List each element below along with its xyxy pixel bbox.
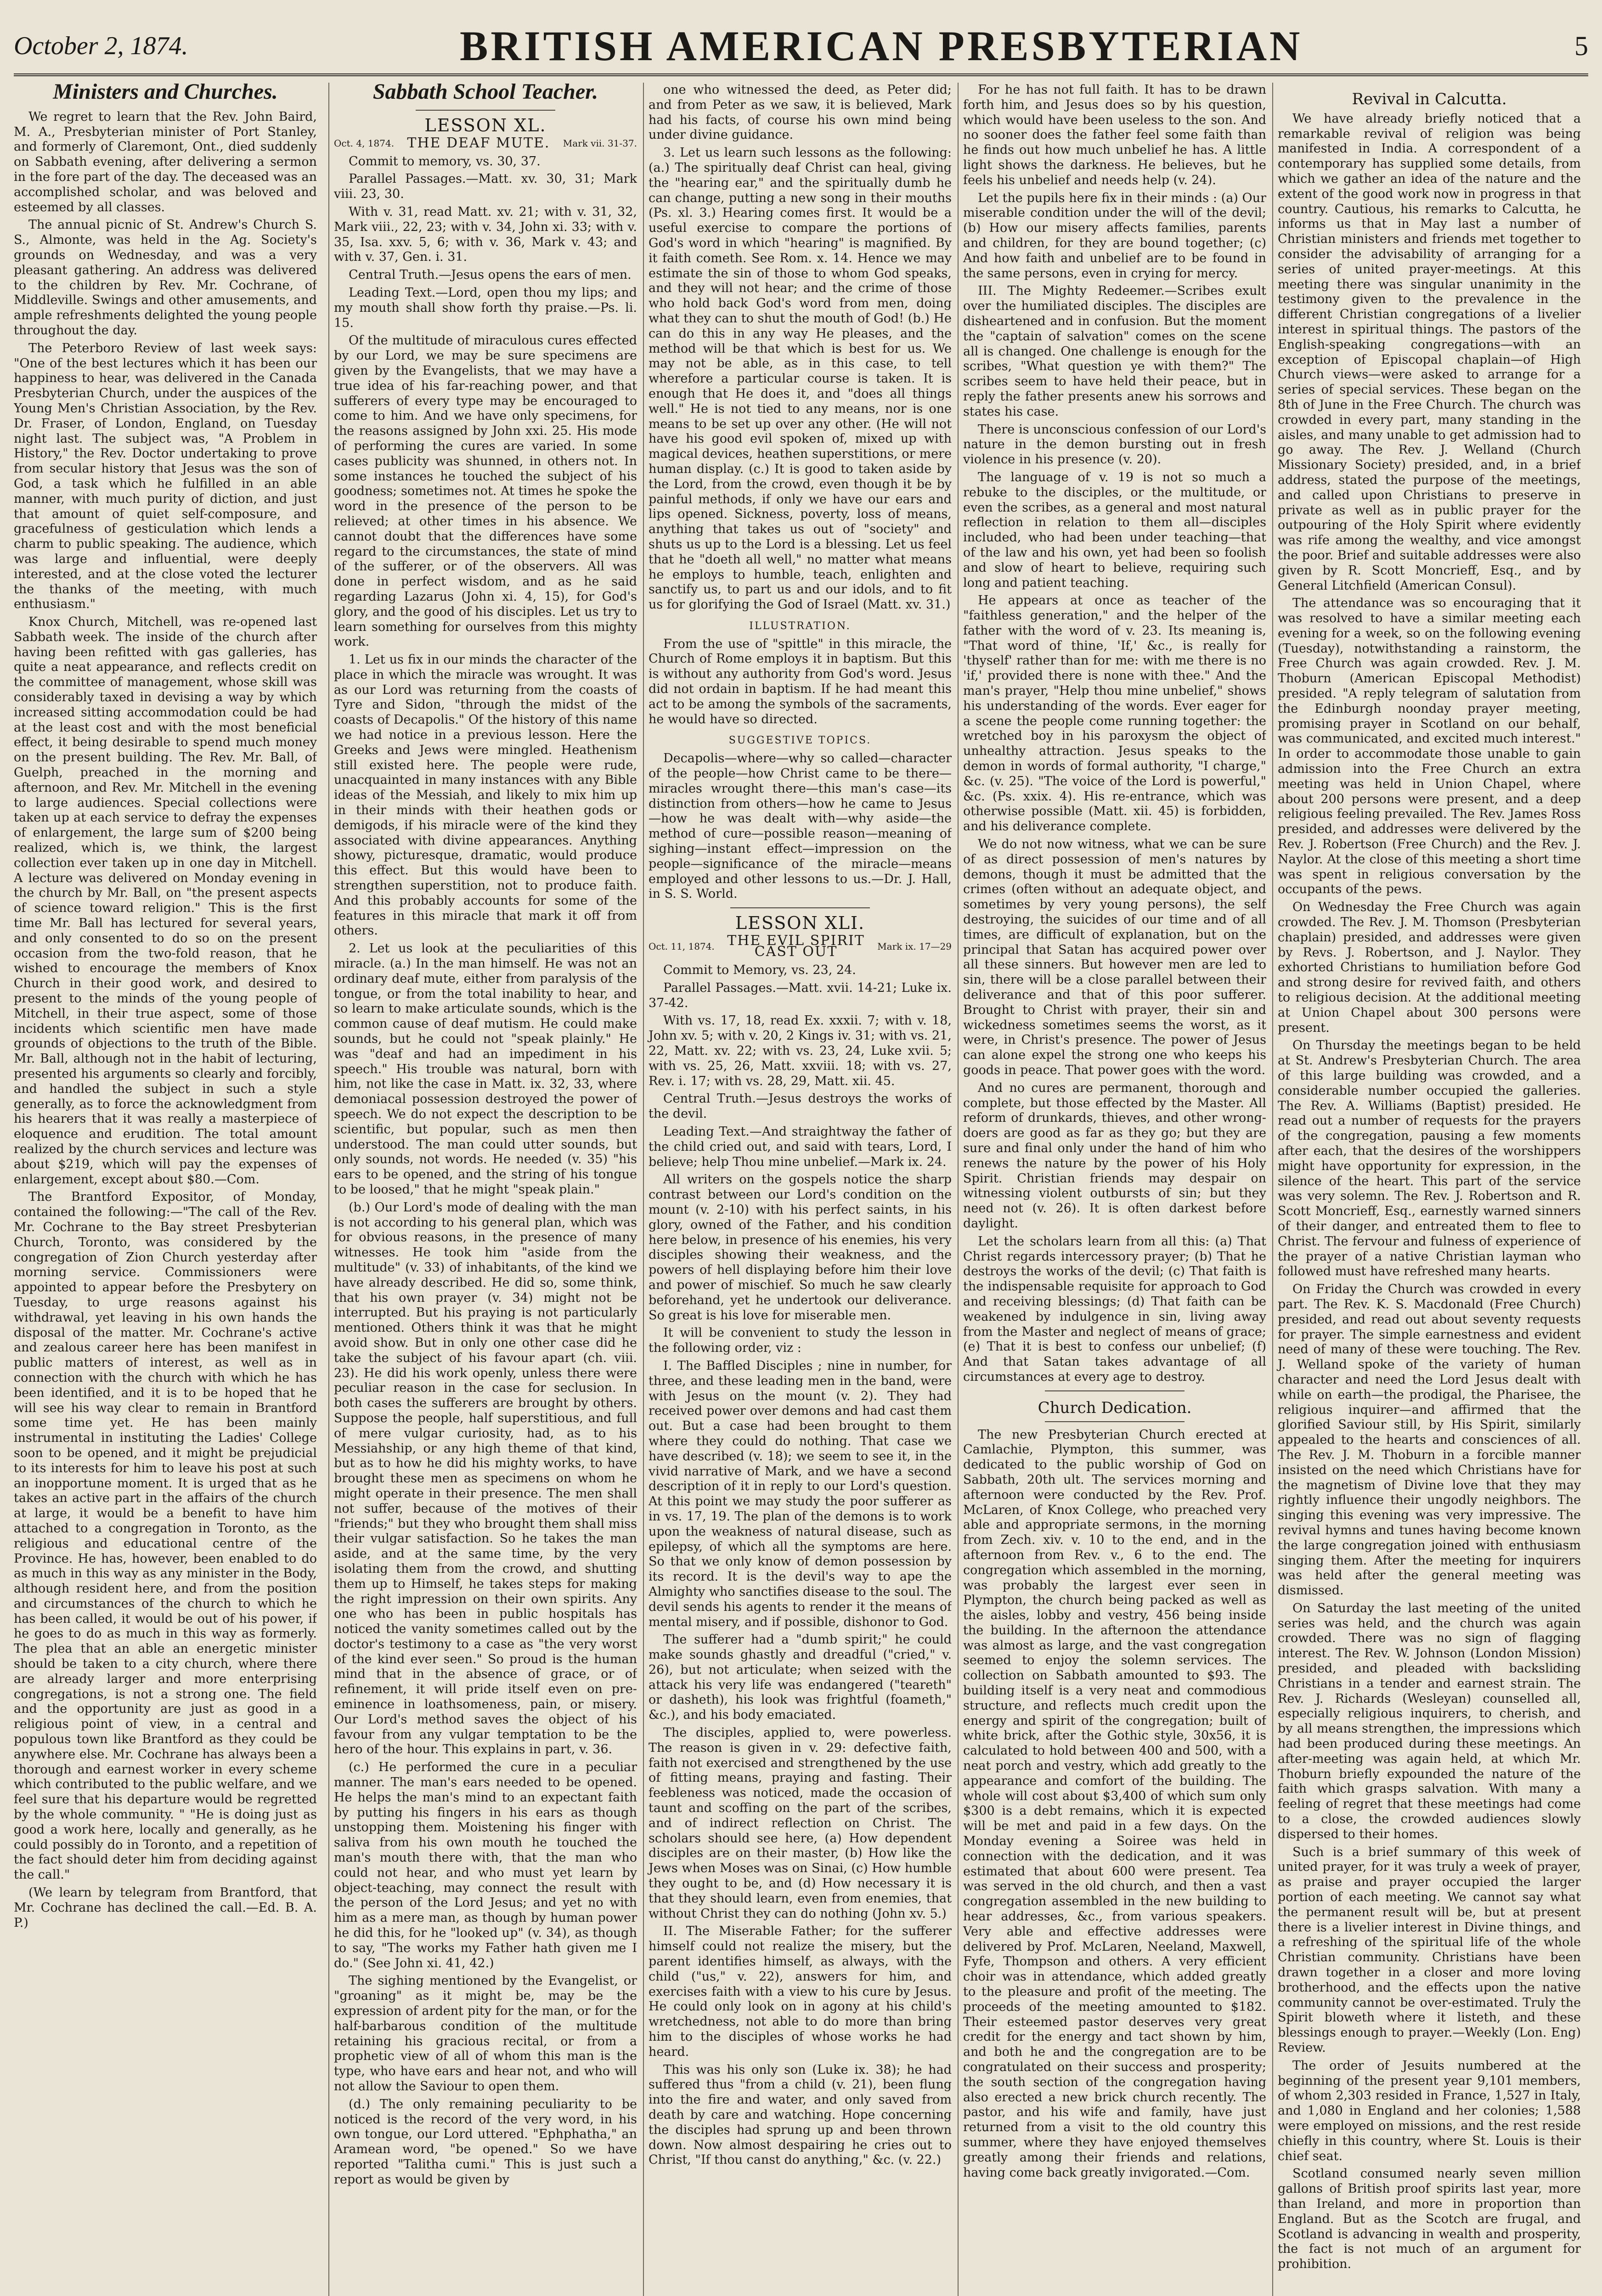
issue-date: October 2, 1874. (14, 32, 188, 60)
topics-text: Decapolis—where—why so called—character of the people—how Christ came to be there—miracles wrought there—this man's case—its distinction from others—how he came to Jesus—how he was dealt with—why aside—the method of cure—possible reason—meaning of sighing—instant effect—impression on the people—significance of the miracle—means employed and other lessons to us.—Dr. J. Hall, in S. S. World. (649, 751, 952, 901)
article-paragraph: The order of Jesuits numbered at the beginning of the present year 9,101 members, of whom 2,303 resided in France, 1,527 in Italy, and 1,080 in England and her colonies; 1,588 were employed on missions, and the rest reside chiefly in this country, where St. Louis is their chief seat. (1278, 2058, 1581, 2163)
article-paragraph: 1. Let us fix in our minds the character of the place in which the miracle was wrought. It was as our Lord was returning from the coasts of Tyre and Sidon, "through the midst of the coasts of Decapolis." Of the history of this name we had notice in a previous lesson. Here the Greeks and Jews were mingled. Heathenism still existed here. The people were rude, unacquainted in many instances with any Bible ideas of the Messiah, and likely to mix him up in their minds with their heathen gods or demigods, if his miracle were of the kind they associated with divine appearances. Anything showy, picturesque, dramatic, would produce this effect. But this would have been to strengthen superstition, not to produce faith. And this probably accounts for some of the features in this miracle that mark it off from others. (334, 653, 637, 938)
lesson-scripture: Mark ix. 17—29 (877, 941, 952, 952)
article-paragraph: (We learn by telegram from Brantford, that Mr. Cochrane has declined the call.—Ed. B. A. P.) (14, 1885, 317, 1930)
page-number: 5 (1574, 30, 1588, 61)
article-paragraph: Let the scholars learn from all this: (a) That Christ regards intercessory prayer; (b) That he destroys the works of the devil; (c) That faith is the indispensable requisite for approach to God and receiving blessings; (d) That faith can be weakened by indulgence in sin, living away from the Master and neglect of means of grace; (e) That it is best to confess our unbelief; (f) And that Satan takes advantage of all circumstances at every age to destroy. (963, 1234, 1266, 1384)
column-sabbath-school (328, 83, 637, 2296)
article-paragraph: Such is a brief summary of this week of united prayer, for it was truly a week of prayer, as praise and prayer occupied the larger portion of each meeting. We cannot say what the permanent result will be, but at present there is a livelier interest in Divine things, and a refreshing of the spiritual life of the whole Christian community. Christians have been drawn together in a closer and more loving brotherhood, and the effects upon the native community cannot be over-estimated. Truly the Spirit bloweth where it listeth, and these blessings enough to prayer.—Weekly (Lon. Eng) Review. (1278, 1845, 1581, 2055)
article-paragraph: The language of v. 19 is not so much a rebuke to the disciples, or the multitude, or even the scribes, as a general and most natural reflection in relation to them all—disciples included, who had been under teaching—that of the law and his own, yet had been so foolish and slow of heart to believe, requiring such long and patient teaching. (963, 470, 1266, 590)
lesson-date: Oct. 11, 1874. (649, 941, 715, 952)
article-paragraph: Of the multitude of miraculous cures effected by our Lord, we may be sure specimens are given by the Evangelists, that we may have a true idea of his far-reaching power, and that sufferers of every type may be encouraged to come to him. And we have only specimens, for the reasons assigned by John xxi. 25. His mode of performing the cures are varied. In some cases publicity was shunned, in others not. In some instances he touched the subject of his goodness; sometimes not. At times he spoke the word in the presence of the person to be relieved; at other times in his absence. We cannot doubt that the differences have some regard to the circumstances, the state of mind of the sufferer, or of the observers. All was done in perfect wisdom, and as he said regarding Lazarus (John xi. 4, 15), for God's glory, and the good of his disciples. Let us try to learn something for ourselves from this mighty work. (334, 333, 637, 649)
article-paragraph: (b.) Our Lord's mode of dealing with the man is not according to his general plan, which was for obvious reasons, in the presence of many witnesses. He took him "aside from the multitude" (v. 33) of inhabitants, of the kind we have already described. He did so, some think, that his own prayer (v. 34) might not be interrupted. But his praying is not particularly mentioned. Others think it was that he might avoid show. But in only one other case did he take the subject of his favour apart (ch. viii. 23). He did his work openly, unless there were peculiar reason in the case for seclusion. In both cases the sufferers are brought by others. Suppose the people, half superstitious, and full of mere vulgar curiosity, had, as to his Messiahship, or any high theme of that kind, but as to how he did his mighty works, to have brought these men as specimens on whom he might operate in their presence. The men shall not suffer, because of the motives of their "friends;" but they who brought them shall miss their vulgar satisfaction. So he takes the man aside, and at the same time, by the very isolating them from the crowd, and shutting them up to Himself, he takes steps for making the right impression on their own spirits. Any one who has been in public hospitals has noticed the vanity sometimes called out by the doctor's testimony to a case as "the very worst of the kind ever seen." So proud is the human mind that in the absence of grace, or of refinement, it will pride itself even on pre-eminence in loathsomeness, pain, or misery. Our Lord's method saves the object of his favour from any vulgar temptation to be the hero of the hour. This explains in part, v. 36. (334, 1200, 637, 1757)
lesson-subject: THE DEAF MUTE. (407, 135, 550, 151)
article-paragraph: We do not now witness, what we can be sure of as direct possession of men's natures by demons, though it must be admitted that the crimes (often without an adequate object, and sometimes by very young persons), the self destroying, the suicides of our time and of all times, are difficult of explanation, but on the principal that Satan has acquired power over all these sinners. But however men are led to sin, there will be a close parallel between their deliverance and that of this poor sufferer. Brought to Christ with prayer, their sin and wickedness sometimes seems the worst, as it were, in Christ's presence. The power of Jesus can alone expel the strong one who keeps his goods in peace. That power goes with the word. (963, 837, 1266, 1077)
article-paragraph: All writers on the gospels notice the sharp contrast between our Lord's condition on the mount (v. 2-10) with his perfect saints, in his glory, owned of the Father, and his condition here below, in presence of his enemies, his very disciples showing their weakness, and the powers of hell displaying before him their love and power of mischief. So much he saw clearly beforehand, yet he undertook our deliverance. So great is his love for miserable men. (649, 1172, 952, 1322)
article-paragraph: Leading Text.—Lord, open thou my lips; and my mouth shall show forth thy praise.—Ps. li. 15. (334, 285, 637, 330)
column-lesson-and-dedication (958, 83, 1266, 2296)
lesson-subject: THE EVIL SPIRIT CAST OUT (727, 933, 865, 960)
divider (1045, 1421, 1185, 1422)
topics-heading: SUGGESTIVE TOPICS. (728, 735, 872, 747)
article-paragraph: He appears at once as teacher of the "faithless generation," and the helper of the father with the word of v. 23. Its meaning is, "That word of thine, 'If,' &c., is really for 'thyself' rather than for me: with me there is no 'if,' provided there is none with thee." And the man's prayer, "Help thou mine unbelief," shows his understanding of the words. Ever eager for a scene the people come running together: the wretched boy in his paroxysm the object of unhealthy attraction. Jesus speaks to the demon in words of formal authority, "I charge," &c. (v. 25). "The voice of the Lord is powerful," &c. (Ps. xxix. 4). His re-entrance, which was otherwise possible (Matt. xii. 45) is forbidden, and his deliverance complete. (963, 593, 1266, 834)
article-paragraph: The new Presbyterian Church erected at Camlachie, Plympton, this summer, was dedicated to the public worship of God on Sabbath, 20th ult. The services morning and afternoon were conducted by the Rev. Prof. McLaren, of Knox College, who preached very able and appropriate sermons, in the morning from Zech. xiv. v. 10 to the end, and in the afternoon from Rev. v., 6 to the end. The congregation which assembled in the morning, was probably the largest ever seen in Plympton, the church being packed as well as the aisles, lobby and vestry, 456 being inside the building. In the afternoon the attendance was almost as large, and the vast congregation seemed to enjoy the solemn services. The collection on Sabbath amounted to $93. The building itself is a very neat and commodious structure, and reflects much credit upon the energy and spirit of the congregation; built of white brick, after the Gothic style, 30x56, it is calculated to hold between 400 and 500, with a neat porch and vestry, which add greatly to the appearance and comfort of the building. The whole will cost about $3,400 of which sum only $300 is a debt remains, which it is expected will be met and paid in a few days. On the Monday evening a Soiree was held in connection with the dedication, and it was estimated that about 600 were present. Tea was served in the old church, and then a vast congregation assembled in the new building to hear addresses, &c., from various speakers. Very able and effective addresses were delivered by Prof. McLaren, Neeland, Maxwell, Fyfe, Thompson and others. A very efficient choir was in attendance, which added greatly to the pleasure and profit of the meeting. The proceeds of the meeting amounted to $182. Their esteemed pastor deserves very great credit for the energy and tact shown by him, and both he and the congregation are to be congratulated on their success and prosperity; the south section of the congregation having also erected a new brick church recently. The pastor, and his wife and family, have just returned from a visit to the old country this summer, where they have enjoyed themselves greatly among their friends and relations, having come back greatly invigorated.—Com. (963, 1427, 1266, 2180)
article-paragraph: There is unconscious confession of our Lord's nature in the demon bursting out in fresh violence in his presence (v. 20). (963, 422, 1266, 467)
article-paragraph: III. The Mighty Redeemer.—Scribes exult over the humiliated disciples. The disciples are disheartened and in confusion. But the moment the "captain of salvation" comes on the scene all is changed. One challenge is enough for the scribes, "What question ye with them?" The scribes seem to have held their peace, but in reply the father presents anew his sorrows and states his case. (963, 284, 1266, 419)
article-paragraph: This was his only son (Luke ix. 38); he had suffered thus "from a child (v. 21), been flung into the fire and water, and only saved from death by care and watching. Hope concerning the disciples had sprung up and been thrown down. Now almost despairing he cries out to Christ, "If thou canst do anything," &c. (v. 22.) (649, 2062, 952, 2167)
lesson-title: LESSON XLI. (735, 913, 865, 934)
article-paragraph: With v. 31, read Matt. xv. 21; with v. 31, 32, Mark viii., 22, 23; with v. 34, John xi. 33; with v. 35, Isa. xxv. 5, 6; with v. 36, Mark v. 43; and with v. 37, Gen. i. 31. (334, 204, 637, 264)
article-paragraph: Central Truth.—Jesus destroys the works of the devil. (649, 1092, 952, 1121)
article-paragraph: On Wednesday the Free Church was again crowded. The Rev. J. M. Thomson (Presbyterian chaplain) presided, and addresses were given by Revs. J. Robertson, and J. Naylor. They exhorted Christians to humiliation before God and strong desire for revived faith, and others to religious decision. At the additional meeting at Union Chapel about 300 persons were present. (1278, 900, 1581, 1035)
article-paragraph: The Brantford Expositor, of Monday, contained the following:—"The call of the Rev. Mr. Cochrane to the Bay street Presbyterian Church, Toronto, was considered by the congregation of Zion Church yesterday after morning service. Commissioners were appointed to appear before the Presbytery on Tuesday, to urge reasons against his withdrawal, yet leaving in his own hands the disposal of the matter. Mr. Cochrane's active and zealous career here has been manifest in public matters of interest, as well as in connection with the church with which he has been identified, and it is to be hoped that he will see his way clear to remain in Brantford some time yet. He has been mainly instrumental in instituting the Ladies' College soon to be opened, and it might be prejudicial to its interests for him to leave his post at such an inopportune moment. It is urged that as he takes an active part in the affairs of the church at large, it would be a benefit to have him attached to a congregation in Toronto, as the religious and educational centre of the Province. He has, however, been enabled to do as much in this way as any minister in the Body, although resident here, and from the position and circumstances of the church to which he has been called, it would be out of his power, if he goes to do as much in this way as formerly. The plea that an able an energetic minister should be taken to a city church, where there are already larger and more enterprising congregations, is not a strong one. The field and the opportunity are just as good in a religious point of view, in a central and populous town like Brantford as they could be anywhere else. Mr. Cochrane has always been a thorough and earnest worker in every scheme which contributed to the public welfare, and we feel sure that his departure would be regretted by the whole community. " "He is doing just as good a work here, locally and generally, as he could possibly do in Toronto, and a repetition of the fact should deter him from deciding against the call." (14, 1190, 317, 1882)
article-paragraph: The Peterboro Review of last week says: "One of the best lectures which it has been our happiness to hear, was delivered in the Canada Presbyterian Church, under the auspices of the Young Men's Christian Association, by the Rev. Dr. Fraser, of London, England, on Tuesday night last. The subject was, "A Problem in History," the Rev. Doctor undertaking to prove from secular history that Jesus was the son of God, a task which he fulfilled in an able manner, with much purity of diction, and just that amount of quiet self-composure, and gracefulness of gesticulation which lends a charm to public speaking. The audience, which was large and influential, were deeply interested, and at the close voted the lecturer the thanks of the meeting, with much enthusiasm." (14, 341, 317, 612)
newspaper-title: BRITISH AMERICAN PRESBYTERIAN (460, 23, 1303, 69)
article-heading: Church Dedication. (1038, 1398, 1192, 1417)
masthead (14, 18, 1588, 76)
column-lesson-continued (643, 83, 952, 2296)
article-paragraph: The sufferer had a "dumb spirit;" he could make sounds ghastly and dreadful ("cried," v. 26), but not articulate; when seized with the attack his very life was endangered ("teareth" or dasheth), his look was frightful (foameth," &c.), and his body emaciated. (649, 1632, 952, 1722)
lesson-meta (334, 135, 637, 151)
article-paragraph: Leading Text.—And straightway the father of the child cried out, and said with tears, Lord, I believe; help Thou mine unbelief.—Mark ix. 24. (649, 1125, 952, 1169)
illustration-text: From the use of "spittle" in this miracle, the Church of Rome employs it in baptism. But this is without any authority from God's word. Jesus did not ordain in baptism. If he had meant this act to be among the symbols of the sacraments, he would have so directed. (649, 636, 952, 726)
lesson-meta (649, 933, 952, 960)
section-heading: Sabbath School Teacher. (372, 83, 598, 104)
article-paragraph: Parallel Passages.—Matt. xv. 30, 31; Mark viii. 23, 30. (334, 172, 637, 202)
article-heading: Revival in Calcutta. (1352, 90, 1507, 108)
divider (416, 110, 555, 111)
article-paragraph: one who witnessed the deed, as Peter did; and from Peter as we saw, it is believed, Mark had his facts, of course his own mind being under divine guidance. (649, 83, 952, 142)
article-paragraph: Scotland consumed nearly seven million gallons of British proof spirits last year, more than Ireland, and more in proportion than England. But as the Scotch are frugal, and Scotland is advancing in wealth and prosperity, the fact is not much of an argument for prohibition. (1278, 2167, 1581, 2272)
article-paragraph: And no cures are permanent, thorough and complete, but those effected by the Master. All reform of drunkards, thieves, and other wrong-doers are good as far as they go; but they are sure and final only under the hand of him who renews the nature by the power of his Holy Spirit. Christian friends may despair on witnessing violent outbursts of sin; but they need not (v. 26). It is often darkest before daylight. (963, 1080, 1266, 1231)
article-paragraph: For he has not full faith. It has to be drawn forth him, and Jesus does so by his question, which would have been useless to the son. And no sooner does the father feel some faith than he finds out how much unbelief he has. A little light shows the darkness. He believes, but he feels his unbelief and needs help (v. 24). (963, 83, 1266, 187)
column-revival-in-calcutta (1272, 83, 1581, 2296)
article-paragraph: With vs. 17, 18, read Ex. xxxii. 7; with v. 18, John xv. 5; with v. 20, 2 Kings iv. 31; with vs. 21, 22, Matt. xv. 22; with vs. 23, 24, Luke xvii. 5; with vs. 25, 26, Matt. xxviii. 18; with vs. 27, Rev. i. 17; with vs. 28, 29, Matt. xii. 45. (649, 1013, 952, 1088)
article-paragraph: We regret to learn that the Rev. John Baird, M. A., Presbyterian minister of Port Stanley, and formerly of Claremont, Ont., died suddenly on Sabbath evening, after delivering a sermon in the fore part of the day. The deceased was an accomplished scholar, and was beloved and esteemed by all classes. (14, 109, 317, 214)
article-paragraph: The attendance was so encouraging that it was resolved to have a similar meeting each evening for a week, so on the following evening (Tuesday), notwithstanding a rainstorm, the Free Church was again crowded. Rev. J. M. Thoburn (American Episcopal Methodist) presided. "A reply telegram of salutation from the Edinburgh noonday prayer meeting, promising prayer in Scotland on our behalf, was communicated, and excited much interest." In order to accommodate those unable to gain admission into the Free Church an extra meeting was held in Union Chapel, where about 200 persons were present, and a deep religious feeling prevailed. The Rev. James Ross presided, and addresses were delivered by the Rev. J. Robertson (Free Church) and the Rev. J. Naylor. At the close of this meeting a short time was spent in religious conversation by the occupants of the pews. (1278, 596, 1581, 897)
divider (1045, 1390, 1185, 1391)
article-paragraph: Commit to memory, vs. 30, 37. (349, 154, 541, 169)
article-paragraph: The annual picnic of St. Andrew's Church S. S., Almonte, was held in the Ag. Society's grounds on Wednesday, and was a very pleasant gathering. An address was delivered to the children by Rev. Mr. Cochrane, of Middleville. Swings and other amusements, and ample refreshments delighted the young people throughout the day. (14, 218, 317, 338)
article-paragraph: II. The Miserable Father; for the sufferer himself could not realize the misery, but the parent identifies himself, as always, with the child ("us," v. 22), answers for him, and exercises faith with a view to his cure by Jesus. He could only look on in agony at his child's wretchedness, not able to do more than bring him to the disciples of whose works he had heard. (649, 1924, 952, 2059)
article-paragraph: We have already briefly noticed that a remarkable revival of religion was being manifested in India. A correspondent of a contemporary has supplied some details, from which we gather an idea of the nature and the extent of the good work now in progress in that country. Cautious, his remarks to Calcutta, he informs us that in May last a number of Christian ministers and friends met together to consider the advisability of arranging for a series of united prayer-meetings. At this meeting there was singular unanimity in the testimony given to the prevalence in the different Christian congregations of a livelier interest in spiritual things. The pastors of the English-speaking congregations—with an exception of Episcopal chaplain—of High Church views—were asked to arrange for a series of special services. These began on the 8th of June in the Free Church. The church was crowded in every part, many standing in the aisles, and many unable to get admission had to go away. The Rev. J. Welland (Church Missionary Society) presided, and, in a brief address, stated the purpose of the meetings, and called upon Christians to preserve in private as well as in public prayer for the outpouring of the Holy Spirit where evidently was rife among the wealthy, and vice amongst the poor. Brief and suitable addresses were also given by R. Scott Moncrieff, Esq., and by General Litchfield (American Consul). (1278, 111, 1581, 593)
section-heading: Ministers and Churches. (53, 83, 278, 104)
article-paragraph: I. The Baffled Disciples ; nine in number, for three, and these leading men in the band, were with Jesus on the mount (v. 2). They had received power over demons and had cast them out. But a case had been brought to them where they could do nothing. That case we have described (v. 18); we seem to see it, in the vivid narrative of Mark, and we have a second description of it in reply to our Lord's question. At this point we may study the poor sufferer as in vs. 17, 19. The plan of the demons is to work upon the weakness of natural disease, such as epilepsy, of which all the symptoms are here. So that we only know of demon possession by its record. It is the devil's way to ape the Almighty who sanctifies disease to the soul. The devil sends his agents to render it the means of mental misery, and if possible, dishonor to God. (649, 1358, 952, 1629)
illustration-heading: ILLUSTRATION. (749, 620, 851, 632)
article-paragraph: Parallel Passages.—Matt. xvii. 14-21; Luke ix. 37-42. (649, 980, 952, 1010)
divider (730, 907, 870, 908)
article-paragraph: (c.) He performed the cure in a peculiar manner. The man's ears needed to be opened. He helps the man's mind to an expectant faith by putting his fingers in his ears as though unstopping them. Moistening his finger with saliva from his own mouth he touched the man's mouth there with, that the man who could not hear, and who must yet learn by object-teaching, may connect the result with the person of the Lord Jesus; and yet no with him as a mere man, as though by human power he did this, for he "looked up" (v. 34), as though to say, "The works my Father hath given me I do." (See John xi. 41, 42.) (334, 1760, 637, 1970)
article-paragraph: It will be convenient to study the lesson in the following order, viz : (649, 1326, 952, 1356)
article-paragraph: The sighing mentioned by the Evangelist, or "groaning" as it might be, may be the expression of ardent pity for the man, or for the half-barbarous condition of the multitude retaining his gracious recital, or from a prophetic view of all of whom this man is the type, who have ears and hear not, and who will not allow the Saviour to open them. (334, 1974, 637, 2093)
article-paragraph: (d.) The only remaining peculiarity to be noticed is the record of the very word, in his own tongue, our Lord uttered. "Ephphatha," an Aramean word, "be opened." So we have reported "Talitha cumi." This is just such a report as would be given by (334, 2097, 637, 2187)
article-paragraph: On Friday the Church was crowded in every part. The Rev. K. S. Macdonald (Free Church) presided, and read out about seventy requests for prayer. The simple earnestness and evident need of many of these were touching. The Rev. J. Welland spoke of the variety of human character and need the Lord Jesus dealt with while on earth—the prodigal, the Pharisee, the religious inquirer—and affirmed that the glorified Saviour still, by His Spirit, similarly appealed to the hearts and consciences of all. The Rev. J. M. Thoburn in a forcible manner insisted on the need which Christians have for the magnetism of Divine love that they may rightly influence their ungodly neighbors. The singing this evening was very impressive. The revival hymns and tunes having become known the large congregation joined with enthusiasm singing them. After the meeting for inquirers was held after the general meeting was dismissed. (1278, 1282, 1581, 1598)
article-paragraph: The disciples, applied to, were powerless. The reason is given in v. 29: defective faith, faith not exercised and strengthened by the use of fitting means, praying and fasting. Their feebleness was noticed, made the occasion of taunt and scoffing on the part of the scribes, and of indirect reflection on Christ. The scholars should see here, (a) How dependent disciples are on their master, (b) How like the Jews when Moses was on Sinai, (c) How humble they ought to be, and (d) How necessary it is that they should learn, even from enemies, that without Christ they can do nothing (John xv. 5.) (649, 1726, 952, 1921)
article-paragraph: Commit to Memory, vs. 23, 24. (663, 963, 856, 978)
article-paragraph: 2. Let us look at the peculiarities of this miracle. (a.) In the man himself. He was not an ordinary deaf mute, either from paralysis of the tongue, or from the total inability to hear, and so learn to make articulate sounds, which is the common cause of deaf mutism. He could make sounds, but he could not "speak plainly." He was "deaf and had an impediment in his speech." His trouble was natural, born with him, not like the case in Matt. ix. 32, 33, where demoniacal possession destroyed the power of speech. We do not expect the description to be scientific, but popular, such as men then understood. The man could utter sounds, but only sounds, not words. He needed (v. 35) "his ears to be opened, and the string of his tongue to be loosed," that he might "speak plain." (334, 941, 637, 1197)
article-paragraph: 3. Let us learn such lessons as the following: (a.) The spiritually deaf Christ can heal, giving the "hearing ear," and the spiritually dumb he can change, putting a new song in their mouths (Ps. xl. 3.) Hearing comes first. It would be a useful exercise to compare the portions of God's word in which "hearing" is magnified. By it faith cometh. See Rom. x. 14. Hence we may estimate the sin of those to whom God speaks, and they will not hear; and the crime of those who hold back God's word from men, doing what they can to shut the mouth of God! (b.) He can do this in any way He pleases, and the method will be that which is best for us. We may not be able, as in this case, to tell wherefore a particular course is taken. It is enough that He does it, and "does all things well." He is not tied to any means, nor is one means to be set up over any other. (He will not have his good evil spoken of, mixed up with magical devices, heathen superstitions, or mere human display. (c.) It is good to taken aside by the Lord, from the crowd, even though it be by painful methods, if only we have our ears and lips opened. Sickness, poverty, loss of means, anything that takes us out of "society" and shuts us up to the Lord is a blessing. Let us feel that he "doeth all well," no matter what means he employs to humble, teach, enlighten and sanctify us, to part us and our idols, and to fit us for glorifying the God of Israel (Matt. xv. 31.) (649, 146, 952, 612)
lesson-title: LESSON XL. (424, 115, 547, 135)
lesson-scripture: Mark vii. 31-37. (563, 137, 637, 149)
column-ministers-and-churches (14, 83, 317, 2296)
article-paragraph: Central Truth.—Jesus opens the ears of men. (349, 268, 632, 282)
article-paragraph: On Thursday the meetings began to be held at St. Andrew's Presbyterian Church. The area of this large building was crowded, and a considerable number occupied the galleries. The Rev. A. Williams (Baptist) presided. He read out a number of requests for the prayers of the congregation, pausing a few moments after each, that the desires of the worshippers might have opportunity for expression, in the silence of the heart. This part of the service was very solemn. The Rev. J. Robertson and R. Scott Moncrieff, Esq., earnestly warned sinners of their danger, and entreated them to flee to Christ. The fervour and fulness of experience of the prayer of a native Christian layman who followed must have refreshed many hearts. (1278, 1038, 1581, 1279)
article-paragraph: On Saturday the last meeting of the united series was held, and the church was again crowded. There was no sign of flagging interest. The Rev. W. Johnson (London Mission) presided, and pleaded with backsliding Christians in a tender and earnest strain. The Rev. J. Richards (Wesleyan) counselled all, especially religious inquirers, to cherish, and by all means strengthen, the impressions which had been produced during these meetings. An after-meeting was again held, at which Mr. Thoburn briefly expounded the nature of the faith which grasps salvation. With many a feeling of regret that these meetings had come to a close, the crowded audiences slowly dispersed to their homes. (1278, 1601, 1581, 1841)
lesson-date: Oct. 4, 1874. (334, 137, 395, 149)
article-paragraph: Knox Church, Mitchell, was re-opened last Sabbath week. The inside of the church after having been refitted with gas galleries, has quite a neat appearance, and reflects credit on the committee of management, whose skill was considerably taxed in devising a way by which increased sitting accommodation could be had at the least cost and with the most beneficial effect, it being desirable to spend much money on the present building. The Rev. Mr. Ball, of Guelph, preached in the morning and afternoon, and Rev. Mr. Mitchell in the evening to large audiences. Special collections were taken up at each service to defray the expenses of enlargement, the large sum of $200 being realized, which is, we think, the largest collection ever taken up in one day in Mitchell. A lecture was delivered on Monday evening in the church by Mr. Ball, on "the present aspects of science toward religion." This is the first time Mr. Ball has lectured for several years, and only consented to do so on the present occasion from the two-fold reason, that he wished to encourage the members of Knox Church in their good work, and desired to present to the minds of the young people of Mitchell, in their true aspect, some of those incidents which scientific men have made grounds of objections to the truth of the Bible. Mr. Ball, although not in the habit of lecturing, presented his arguments so clearly and forcibly, and handled the subject in such a style generally, as to force the acknowledgment from his hearers that it was really a masterpiece of eloquence and erudition. The total amount realized by the church services and lecture was about $219, which will pay the expenses of enlargement, except about $80.—Com. (14, 615, 317, 1187)
article-paragraph: Let the pupils here fix in their minds : (a) Our miserable condition under the will of the devil; (b) How our misery affects families, parents and children, for they are bound together; (c) And how faith and unbelief are to be found in the same persons, even in crying for mercy. (963, 191, 1266, 281)
